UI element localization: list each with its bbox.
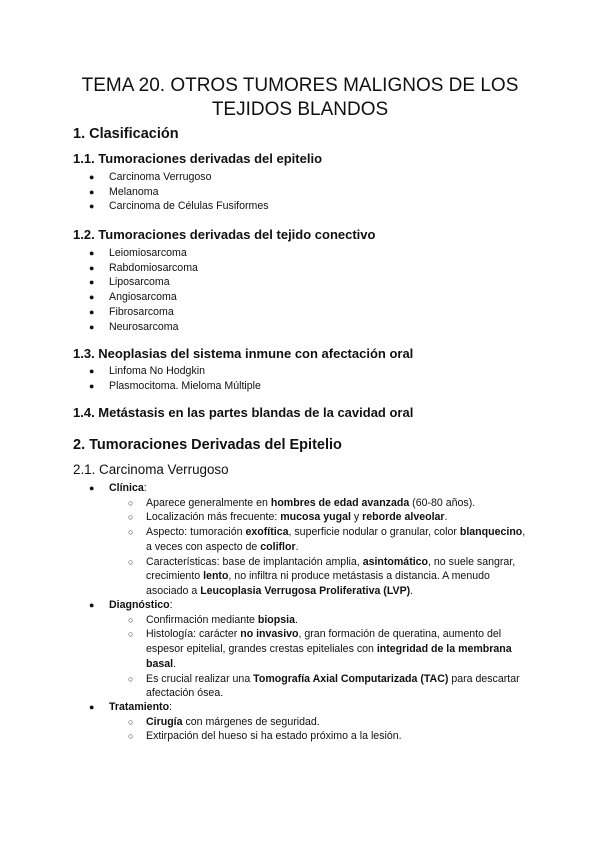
list-item: ○ Localización más frecuente: mucosa yugal y reborde alveolar. bbox=[128, 511, 448, 524]
title-line-1: TEMA 20. OTROS TUMORES MALIGNOS DE LOS bbox=[81, 75, 519, 96]
title-line-2: TEJIDOS BLANDOS bbox=[211, 99, 389, 120]
clinica-label: ● Clínica: bbox=[89, 482, 147, 494]
heading-2: 2. Tumoraciones Derivadas del Epitelio bbox=[73, 437, 342, 453]
circle-bullet-icon: ○ bbox=[128, 556, 134, 567]
list-item: ● Angiosarcoma bbox=[89, 291, 177, 304]
bullet-icon: ● bbox=[89, 702, 95, 712]
heading-1-4: 1.4. Metástasis en las partes blandas de la cavidad oral bbox=[73, 405, 414, 420]
list-1-1 bbox=[89, 170, 269, 214]
heading-1-3: 1.3. Neoplasias del sistema inmune con afectación oral bbox=[73, 346, 414, 361]
list-item: ● Liposarcoma bbox=[89, 276, 170, 289]
circle-bullet-icon: ○ bbox=[128, 512, 134, 523]
bullet-icon: ● bbox=[89, 306, 95, 317]
heading-2-1: 2.1. Carcinoma Verrugoso bbox=[73, 462, 229, 477]
list-item: ○ Histología: carácter no invasivo, gran formación de queratina, aumento del espesor epitelial, grandes crestas epiteliales con integridad de la membrana basal. bbox=[128, 628, 512, 670]
list-item: ● Linfoma No Hodgkin bbox=[89, 365, 205, 377]
list-1-3 bbox=[89, 364, 261, 393]
tratamiento-label: ● Tratamiento: bbox=[89, 701, 172, 713]
list-item: ○ Es crucial realizar una Tomografía Axial Computarizada (TAC) para descartar afectación ósea. bbox=[128, 672, 520, 700]
list-item: ● Rabdomiosarcoma bbox=[89, 261, 198, 274]
list-item: ● Carcinoma Verrugoso bbox=[89, 171, 212, 183]
tratamiento-list bbox=[89, 715, 529, 744]
list-item: ○ Extirpación del hueso si ha estado próximo a la lesión. bbox=[128, 730, 402, 743]
circle-bullet-icon: ○ bbox=[128, 614, 134, 625]
bullet-icon: ● bbox=[89, 292, 95, 303]
list-item: ○ Cirugía con márgenes de seguridad. bbox=[128, 715, 320, 728]
bullet-icon: ● bbox=[89, 201, 95, 212]
bullet-icon: ● bbox=[89, 172, 95, 182]
circle-bullet-icon: ○ bbox=[128, 629, 134, 640]
list-item: ○ Aspecto: tumoración exofítica, superficie nodular o granular, color blanquecino, a veces con aspecto de coliflor. bbox=[128, 526, 526, 553]
bullet-icon: ● bbox=[89, 483, 95, 493]
bullet-icon: ● bbox=[89, 262, 95, 273]
section-diagnostico bbox=[89, 598, 529, 701]
circle-bullet-icon: ○ bbox=[128, 731, 134, 742]
heading-1-1: 1.1. Tumoraciones derivadas del epitelio bbox=[73, 151, 323, 166]
list-item: ● Leiomiosarcoma bbox=[89, 247, 187, 259]
list-item: ○ Aparece generalmente en hombres de edad avanzada (60-80 años). bbox=[128, 496, 476, 509]
circle-bullet-icon: ○ bbox=[128, 497, 134, 508]
section-tratamiento bbox=[89, 700, 529, 744]
diagnostico-label: ● Diagnóstico: bbox=[89, 599, 173, 611]
list-item: ● Neurosarcoma bbox=[89, 320, 179, 333]
heading-1-2: 1.2. Tumoraciones derivadas del tejido conectivo bbox=[73, 227, 376, 242]
list-item: ○ Confirmación mediante biopsia. bbox=[128, 613, 298, 626]
list-item: ● Fibrosarcoma bbox=[89, 305, 174, 318]
list-item: ● Carcinoma de Células Fusiformes bbox=[89, 200, 269, 213]
heading-clasificacion: 1. Clasificación bbox=[73, 126, 179, 142]
list-item: ● Melanoma bbox=[89, 185, 159, 198]
clinica-list bbox=[89, 496, 529, 599]
bullet-icon: ● bbox=[89, 366, 95, 376]
bullet-icon: ● bbox=[89, 186, 95, 197]
diagnostico-list bbox=[89, 613, 529, 701]
bullet-icon: ● bbox=[89, 277, 95, 288]
document-title bbox=[60, 74, 540, 122]
bullet-icon: ● bbox=[89, 248, 95, 258]
circle-bullet-icon: ○ bbox=[128, 673, 134, 684]
bullet-icon: ● bbox=[89, 600, 95, 610]
list-1-2 bbox=[89, 246, 198, 334]
bullet-icon: ● bbox=[89, 321, 95, 332]
circle-bullet-icon: ○ bbox=[128, 716, 134, 727]
bullet-icon: ● bbox=[89, 380, 95, 391]
list-item: ● Plasmocitoma. Mieloma Múltiple bbox=[89, 379, 261, 392]
list-item: ○ Características: base de implantación amplia, asintomático, no suele sangrar, crecimiento lento, no infiltra ni produce metástasis a distancia. A menudo asociado a Leucoplasia Verrugosa Proliferativa (LVP). bbox=[128, 555, 516, 597]
circle-bullet-icon: ○ bbox=[128, 527, 134, 538]
section-clinica bbox=[89, 481, 529, 599]
